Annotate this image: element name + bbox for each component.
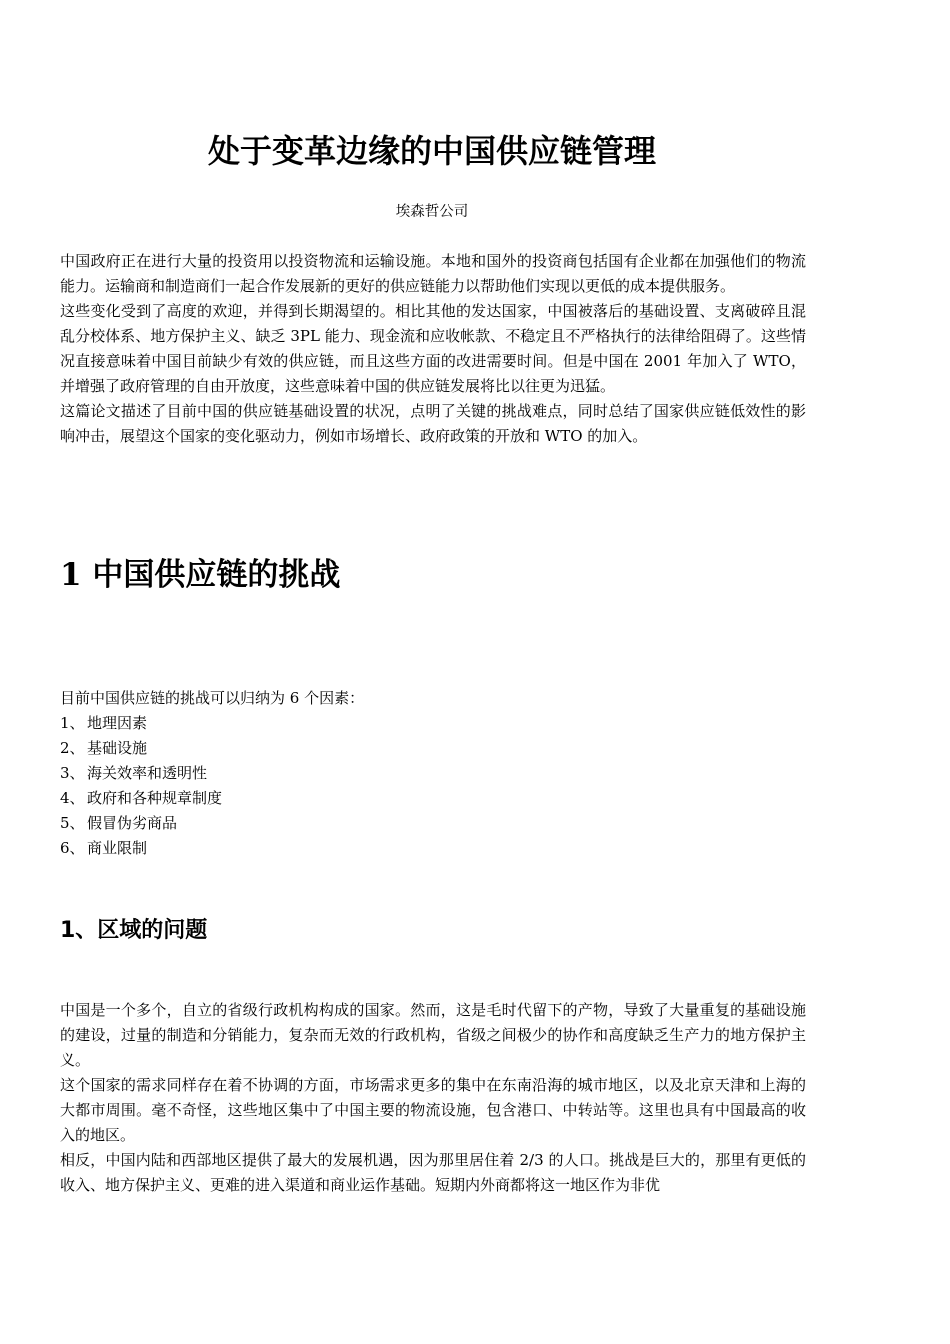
section-heading-challenges [60,552,340,598]
list-item-index: 5、 [60,814,85,832]
list-item-label: 海关效率和透明性 [87,764,208,782]
list-item-index: 1、 [60,714,85,732]
challenges-list [60,686,806,861]
region-paragraph: 这个国家的需求同样存在着不协调的方面，市场需求更多的集中在东南沿海的城市地区，以及北京天津和上海的大都市周围。毫不奇怪，这些地区集中了中国主要的物流设施，包含港口、中转站等。这里也具有中国最高的收入的地区。 [60,1076,806,1144]
region-section [60,998,806,1198]
list-item [60,711,806,736]
region-paragraph: 相反，中国内陆和西部地区提供了最大的发展机遇，因为那里居住着 2/3 的人口。挑战是巨大的，那里有更低的收入、地方保护主义、更难的进入渠道和商业运作基础。短期内外商都将这一地区作为非优 [60,1151,806,1194]
intro-paragraph: 中国政府正在进行大量的投资用以投资物流和运输设施。本地和国外的投资商包括国有企业都在加强他们的物流能力。运输商和制造商们一起合作发展新的更好的供应链能力以帮助他们实现以更低的成本提供服务。 [60,252,806,295]
intro-paragraph: 这篇论文描述了目前中国的供应链基础设置的状况，点明了关键的挑战难点，同时总结了国家供应链低效性的影响冲击，展望这个国家的变化驱动力，例如市场增长、政府政策的开放和 WTO 的加入。 [60,402,806,445]
list-item-index: 6、 [60,839,85,857]
document-title: 处于变革边缘的中国供应链管理 [207,132,656,170]
intro-paragraph: 这些变化受到了高度的欢迎，并得到长期渴望的。相比其他的发达国家，中国被落后的基础设置、支离破碎且混乱分校体系、地方保护主义、缺乏 3PL 能力、现金流和应收帐款、不稳定且不严格执行的法律给阻碍了。这些情况直接意味着中国目前缺少有效的供应链，而且这些方面的改进需要时间。但是中国在 2001 年加入了 WTO，并增强了政府管理的自由开放度，这些意味着中国的供应链发展将比以往更为迅猛。 [60,302,806,395]
list-item [60,836,806,861]
list-item-label: 基础设施 [87,739,148,757]
list-item [60,761,806,786]
intro-section [60,249,806,449]
document-author: 埃森哲公司 [395,204,469,220]
list-item-label: 商业限制 [87,839,148,857]
section-heading-text: 中国供应链的挑战 [81,557,341,593]
list-item [60,786,806,811]
list-item-label: 地理因素 [87,714,148,732]
list-item [60,811,806,836]
list-item-index: 2、 [60,739,85,757]
list-item-index: 3、 [60,764,85,782]
list-item-label: 假冒伪劣商品 [87,814,178,832]
challenges-intro: 目前中国供应链的挑战可以归纳为 6 个因素： [60,689,365,707]
list-item-index: 4、 [60,789,85,807]
section-heading-number: 1 [60,557,82,593]
region-paragraph: 中国是一个多个，自立的省级行政机构构成的国家。然而，这是毛时代留下的产物，导致了大量重复的基础设施的建设，过量的制造和分销能力，复杂而无效的行政机构，省级之间极少的协作和高度缺乏生产力的地方保护主义。 [60,1001,806,1069]
list-item [60,736,806,761]
subsection-heading-region: 1、区域的问题 [60,918,208,943]
list-item-label: 政府和各种规章制度 [87,789,223,807]
